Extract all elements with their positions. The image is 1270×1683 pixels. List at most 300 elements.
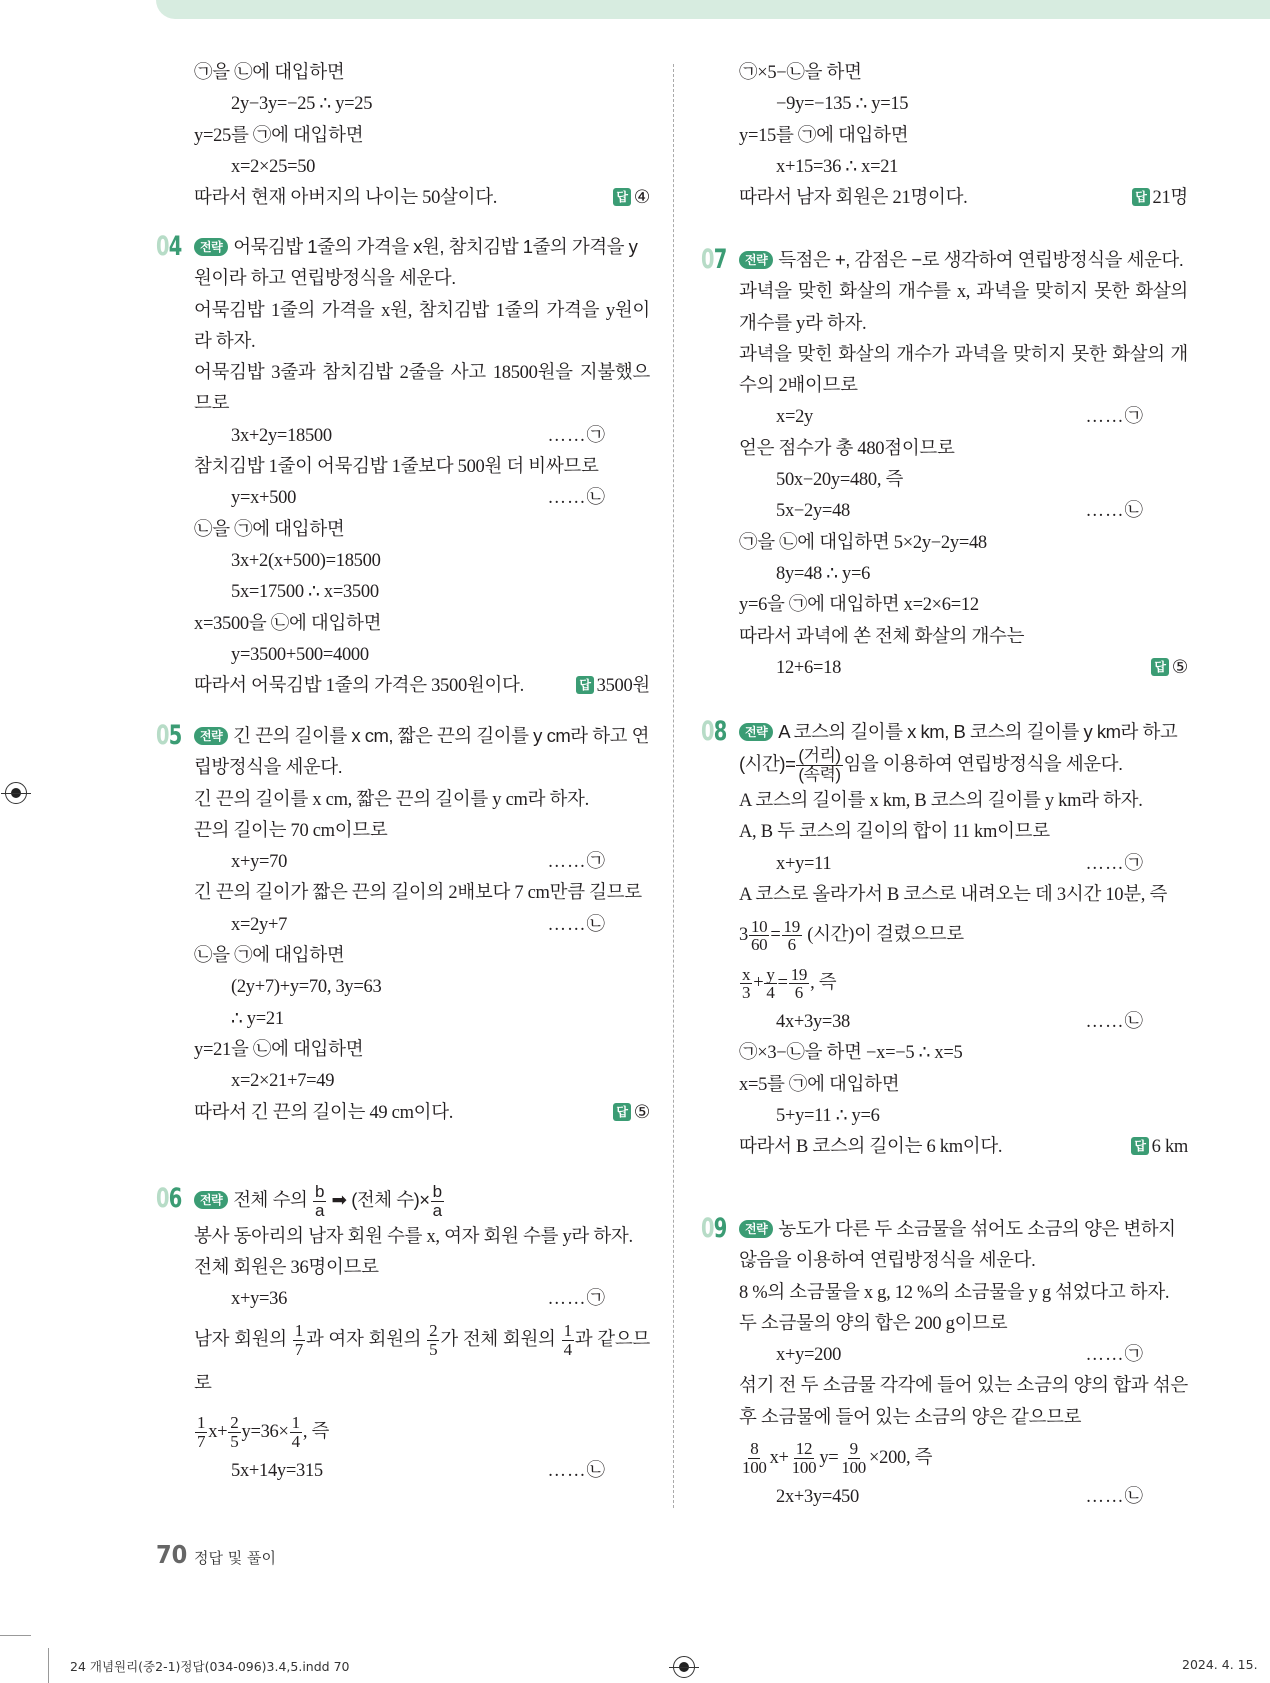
equation-marker: ㉠ [1124, 1345, 1144, 1366]
text-run: (2y+7)+y=70, 3y=63 [231, 977, 382, 998]
strategy-line [739, 1213, 1188, 1276]
denominator: 7 [294, 1339, 303, 1359]
text-line [739, 1132, 1188, 1163]
dots: …… [1085, 407, 1125, 428]
numerator: 1 [563, 1320, 572, 1340]
equation-label [1085, 1007, 1144, 1038]
strategy-line [194, 1183, 650, 1220]
text-line [739, 880, 1188, 911]
equation-line [194, 1408, 650, 1456]
numerator: 2 [429, 1320, 438, 1340]
solution-body [194, 231, 650, 702]
equation-label [1085, 402, 1144, 433]
problem-06 [156, 1183, 650, 1487]
text-run: 끈의 길이는 70 cm이므로 [194, 820, 388, 841]
text-run: y=x+500 [231, 488, 297, 509]
equation-marker: ㉠ [586, 425, 606, 446]
text-run: x+y=36 [231, 1289, 288, 1310]
text-run: 따라서 남자 회원은 21명이다. [739, 188, 968, 209]
strategy-line [739, 716, 1188, 784]
text-run: 긴 끈의 길이를 x cm, 짧은 끈의 길이를 y cm라 하자. [194, 789, 589, 810]
text-run: 과녁을 맞힌 화살의 개수가 과녁을 맞히지 못한 화살의 개수의 2배이므로 [739, 344, 1188, 397]
text-line [739, 434, 1188, 465]
denominator: a [432, 1200, 442, 1220]
text-line [739, 817, 1188, 848]
equation-label [547, 1456, 606, 1487]
dots: …… [547, 1460, 587, 1481]
strategy-badge: 전략 [194, 1191, 228, 1209]
equation-marker: ㉠ [1124, 407, 1144, 428]
equation-label [547, 483, 606, 514]
equation-line [194, 1456, 650, 1487]
text-run: 3x+2y=18500 [231, 425, 332, 446]
fraction [782, 918, 802, 955]
equation-line [739, 402, 1188, 433]
text-line [194, 1222, 650, 1253]
denominator: (속력) [798, 765, 841, 785]
text-run: 3x+2(x+500)=18500 [231, 550, 381, 571]
text-line [194, 452, 650, 483]
text-run: 가 전체 회원의 [440, 1329, 561, 1350]
equation-line [739, 559, 1188, 590]
numerator: 1 [291, 1412, 300, 1432]
text-line [739, 911, 1188, 959]
denominator: 6 [794, 983, 803, 1003]
numerator: 19 [790, 964, 808, 984]
numerator: 12 [795, 1439, 813, 1459]
fraction [839, 1440, 868, 1477]
problem-number-digit: 6 [168, 1183, 182, 1214]
equation-line [194, 972, 650, 1003]
equation-marker: ㉡ [1124, 501, 1144, 522]
denominator: 5 [429, 1339, 438, 1359]
text-run: 8y=48 ∴ y=6 [776, 563, 871, 584]
text-line [739, 340, 1188, 403]
text-run: ㉡을 ㉠에 대입하면 [194, 519, 345, 540]
strategy-badge: 전략 [739, 723, 773, 741]
problem-number [156, 720, 181, 751]
equation-label [547, 1284, 606, 1315]
text-line [194, 1098, 650, 1129]
text-run: = [770, 925, 781, 946]
text-run: ➡ (전체 수)× [326, 1189, 430, 1211]
denominator: 6 [787, 935, 796, 955]
text-run: 긴 끈의 길이가 짧은 끈의 길이의 2배보다 7 cm만큼 길므로 [194, 883, 642, 904]
slug-filename: 24 개념원리(중2-1)정답(034-096)3.4,5.indd 70 [70, 1659, 350, 1674]
solution-body [739, 244, 1188, 684]
equation-line [194, 640, 650, 671]
text-run: A 코스로 올라가서 B 코스로 내려오는 데 3시간 10분, 즉 [739, 884, 1168, 905]
numerator: 10 [750, 916, 768, 936]
fraction [290, 1414, 302, 1451]
fraction [749, 918, 769, 955]
problem-number-digit: 0 [156, 720, 169, 751]
equation-marker: ㉠ [586, 1289, 606, 1310]
crop-mark [0, 1635, 31, 1636]
denominator: 4 [291, 1431, 300, 1451]
equation-line [739, 1101, 1188, 1132]
problem-number-digit: 4 [168, 231, 182, 262]
footer-title: 정답 및 풀이 [194, 1549, 276, 1567]
denominator: a [314, 1200, 324, 1220]
text-line [194, 609, 650, 640]
text-line [739, 183, 1188, 214]
problem-09 [701, 1213, 1188, 1513]
equation-line [739, 1340, 1188, 1371]
solution-body [739, 716, 1188, 1164]
text-run: 따라서 B 코스의 길이는 6 km이다. [739, 1137, 1003, 1158]
text-line [194, 515, 650, 546]
denominator: 4 [766, 983, 775, 1003]
denominator: 4 [563, 1339, 572, 1359]
strategy-badge: 전략 [194, 727, 228, 745]
equation-marker: ㉡ [1124, 1012, 1144, 1033]
equation-line [739, 1482, 1188, 1513]
denominator: 100 [742, 1458, 767, 1478]
fraction [293, 1322, 305, 1359]
text-run: 따라서 과녁에 쏜 전체 화살의 개수는 [739, 626, 1025, 647]
text-run: 봉사 동아리의 남자 회원 수를 x, 여자 회원 수를 y라 하자. [194, 1226, 633, 1247]
text-run: 3 [739, 925, 748, 946]
text-run: y=21을 ㉡에 대입하면 [194, 1039, 364, 1060]
text-run: 과 같으므로 [194, 1329, 650, 1394]
dots: …… [547, 852, 587, 873]
text-line [194, 121, 650, 152]
denominator: 5 [230, 1431, 239, 1451]
text-run: A 코스의 길이를 x km, B 코스의 길이를 y km라 하자. [739, 790, 1143, 811]
numerator: 2 [230, 1412, 239, 1432]
text-line [194, 58, 650, 89]
text-run: y=36× [241, 1421, 289, 1442]
answer [1132, 183, 1188, 214]
dots: …… [547, 914, 587, 935]
text-run: 2x+3y=450 [776, 1487, 859, 1508]
solution-body [739, 58, 1188, 214]
answer-badge: 답 [576, 676, 593, 694]
text-line [194, 878, 650, 909]
denominator: 100 [841, 1458, 867, 1478]
problem-number-digit: 0 [701, 716, 714, 747]
dots: …… [547, 425, 587, 446]
text-run: 4x+3y=38 [776, 1012, 850, 1033]
problem-number-digit: 0 [701, 1213, 714, 1244]
equation-label [547, 421, 606, 452]
problem-number [701, 1213, 726, 1244]
denominator: 7 [197, 1431, 206, 1451]
text-line [739, 1371, 1188, 1434]
answer-value: ④ [633, 188, 650, 209]
dots: …… [1085, 853, 1125, 874]
text-run: 50x−20y=480, 즉 [776, 470, 904, 491]
text-run: ∴ y=21 [231, 1008, 284, 1029]
answer-badge: 답 [1151, 658, 1168, 676]
equation-label [1085, 849, 1144, 880]
text-run: x=3500을 ㉡에 대입하면 [194, 613, 382, 634]
column-divider [673, 64, 674, 1508]
problem-continuation [156, 58, 650, 214]
text-run: 8 %의 소금물을 x g, 12 %의 소금물을 y g 섞었다고 하자. [739, 1282, 1170, 1303]
text-run: 따라서 현재 아버지의 나이는 50살이다. [194, 188, 498, 209]
numerator: 19 [783, 916, 800, 936]
registration-mark-icon [5, 782, 27, 804]
text-run: 5x=17500 ∴ x=3500 [231, 582, 379, 603]
equation-line [739, 496, 1188, 527]
problem-05 [156, 720, 650, 1129]
solution-body [194, 720, 650, 1129]
text-run: −9y=−135 ∴ y=15 [776, 94, 909, 115]
text-line [739, 121, 1188, 152]
problem-number [156, 1183, 181, 1214]
text-run: x=2×21+7=49 [231, 1071, 335, 1092]
text-run: x+y=200 [776, 1345, 842, 1366]
answer-badge: 답 [1131, 1137, 1148, 1155]
solution-body [194, 1183, 650, 1487]
text-run: 농도가 다른 두 소금물을 섞어도 소금의 양은 변하지 않음을 이용하여 연립방정식을 세운다. [739, 1218, 1176, 1271]
numerator: 1 [294, 1320, 303, 1340]
text-line [739, 1278, 1188, 1309]
strategy-badge: 전략 [194, 238, 228, 256]
strategy-line [194, 720, 650, 783]
text-run: x=2y [776, 407, 813, 428]
dots: …… [547, 488, 587, 509]
text-run: 5x−2y=48 [776, 501, 850, 522]
text-run: , 즉 [810, 973, 837, 994]
text-run: A 코스의 길이를 x km, B 코스의 길이를 y km라 하고 (시간)= [739, 721, 1178, 775]
text-line [194, 1253, 650, 1284]
text-run: 과녁을 맞힌 화살의 개수를 x, 과녁을 맞히지 못한 화살의 개수를 y라 하자. [739, 282, 1188, 334]
equation-label [1085, 1340, 1144, 1371]
answer-value: ⑤ [633, 1102, 650, 1123]
text-run: (시간)이 걸렸으므로 [802, 925, 964, 946]
answer-badge: 답 [613, 188, 630, 206]
solution-body [739, 1213, 1188, 1513]
fraction [228, 1414, 240, 1451]
text-run: ㉠을 ㉡에 대입하면 [194, 63, 345, 83]
text-run: 섞기 전 두 소금물 각각에 들어 있는 소금의 양의 합과 섞은 후 소금물에 들어 있는 소금의 양은 같으므로 [739, 1376, 1188, 1428]
equation-line [194, 546, 650, 577]
problem-number-digit: 0 [701, 244, 714, 275]
text-line [194, 183, 650, 214]
dots: …… [1085, 1012, 1125, 1033]
equation-marker: ㉠ [1124, 853, 1144, 874]
text-run: ×200, 즉 [869, 1448, 933, 1469]
problem-number-digit: 5 [168, 720, 182, 751]
equation-line [194, 89, 650, 120]
text-run: y=6을 ㉠에 대입하면 x=2×6=12 [739, 595, 979, 616]
strategy-badge: 전략 [739, 1220, 773, 1238]
problem-number-digit: 0 [156, 231, 169, 262]
equation-line [739, 152, 1188, 183]
text-run: ㉠을 ㉡에 대입하면 5×2y−2y=48 [739, 532, 987, 553]
text-line [194, 1316, 650, 1408]
numerator: y [766, 964, 775, 984]
text-run: ㉡을 ㉠에 대입하면 [194, 946, 345, 967]
problem-number [156, 231, 181, 262]
answer-badge: 답 [1132, 188, 1149, 206]
answer [1131, 1132, 1188, 1163]
text-run: 임을 이용하여 연립방정식을 세운다. [843, 753, 1123, 775]
dots: …… [1085, 501, 1125, 522]
text-run: x+15=36 ∴ x=21 [776, 156, 899, 177]
text-run: A, B 두 코스의 길이의 합이 11 km이므로 [739, 822, 1050, 843]
slug-date: 2024. 4. 15. [1182, 1657, 1258, 1672]
numerator: b [314, 1182, 324, 1201]
equation-line [739, 1007, 1188, 1038]
equation-line [194, 152, 650, 183]
equation-marker: ㉡ [586, 1460, 606, 1481]
equation-line [739, 849, 1188, 880]
numerator: 8 [750, 1439, 759, 1459]
equation-line [739, 959, 1188, 1007]
dots: …… [547, 1289, 587, 1310]
solution-body [194, 58, 650, 214]
fraction [789, 966, 809, 1003]
text-run: x+y=70 [231, 852, 288, 873]
equation-marker: ㉡ [586, 488, 606, 509]
text-run: 어묵김밥 1줄의 가격을 x원, 참치김밥 1줄의 가격을 y원이라 하자. [194, 300, 650, 352]
text-line [194, 816, 650, 847]
equation-line [194, 847, 650, 878]
equation-line [194, 577, 650, 608]
text-run: y=25를 ㉠에 대입하면 [194, 125, 364, 146]
fraction [740, 966, 752, 1003]
text-run: 2y−3y=−25 ∴ y=25 [231, 94, 373, 115]
denominator: 60 [750, 935, 768, 955]
problem-number [701, 716, 726, 747]
text-run: 과 여자 회원의 [305, 1329, 427, 1350]
numerator: 1 [197, 1412, 206, 1432]
text-run: ㉠×3−㉡을 하면 −x=−5 ∴ x=5 [739, 1043, 963, 1064]
text-line [739, 1070, 1188, 1101]
problem-number-digit: 8 [713, 716, 727, 747]
fraction [313, 1183, 326, 1220]
equation-line [739, 653, 1188, 684]
equation-label [1085, 1482, 1144, 1513]
equation-line [194, 421, 650, 452]
fraction [195, 1414, 207, 1451]
equation-line [194, 910, 650, 941]
text-run: x+ [769, 1448, 789, 1469]
answer-value: 3500원 [596, 676, 650, 697]
text-line [739, 590, 1188, 621]
fraction [431, 1183, 444, 1220]
equation-line [194, 1284, 650, 1315]
text-run: 전체 수의 [233, 1189, 312, 1211]
registration-mark-icon [673, 1656, 695, 1678]
strategy-badge: 전략 [739, 251, 773, 269]
problem-continuation [701, 58, 1188, 214]
numerator: x [742, 964, 751, 984]
text-line [194, 358, 650, 421]
strategy-line [194, 231, 650, 294]
equation-label [547, 910, 606, 941]
problem-number-digit: 0 [156, 1183, 169, 1214]
numerator: b [432, 1182, 442, 1201]
equation-line [739, 1434, 1188, 1482]
fraction [562, 1322, 574, 1359]
text-run: x=5를 ㉠에 대입하면 [739, 1074, 900, 1095]
text-run: x=2×25=50 [231, 156, 316, 177]
text-run: 득점은 +, 감점은 −로 생각하여 연립방정식을 세운다. [778, 249, 1184, 270]
problem-number-digit: 9 [713, 1213, 727, 1244]
text-run: 남자 회원의 [194, 1329, 292, 1350]
text-run: = [777, 973, 788, 994]
text-run: + [753, 973, 764, 994]
answer [576, 671, 650, 702]
text-line [739, 528, 1188, 559]
text-line [194, 296, 650, 359]
answer-value: ⑤ [1171, 657, 1188, 678]
equation-label [547, 847, 606, 878]
answer-value: 21명 [1152, 188, 1188, 209]
fraction [764, 966, 776, 1003]
equation-marker: ㉡ [1124, 1487, 1144, 1508]
page-number: 70 [156, 1540, 188, 1569]
equation-line [194, 1004, 650, 1035]
text-run: x=2y+7 [231, 914, 288, 935]
equation-marker: ㉡ [586, 914, 606, 935]
fraction [790, 1440, 819, 1477]
text-run: y= [819, 1448, 839, 1469]
dots: …… [1085, 1487, 1125, 1508]
text-run: 전체 회원은 36명이므로 [194, 1257, 379, 1278]
answer [1151, 653, 1188, 684]
dots: …… [1085, 1345, 1125, 1366]
text-run: 두 소금물의 양의 합은 200 g이므로 [739, 1313, 1008, 1334]
text-run: 따라서 긴 끈의 길이는 49 cm이다. [194, 1102, 454, 1123]
text-run: 긴 끈의 길이를 x cm, 짧은 끈의 길이를 y cm라 하고 연립방정식을 세운다. [194, 725, 649, 778]
text-line [194, 785, 650, 816]
equation-line [739, 465, 1188, 496]
top-color-band [156, 0, 1270, 19]
problem-number [701, 244, 726, 275]
text-line [739, 1309, 1188, 1340]
denominator: 100 [791, 1458, 817, 1478]
text-run: 5x+14y=315 [231, 1460, 323, 1481]
text-run: 어묵김밥 3줄과 참치김밥 2줄을 사고 18500원을 지불했으므로 [194, 363, 650, 415]
numerator: 9 [849, 1439, 858, 1459]
denominator: 3 [742, 983, 751, 1003]
numerator: (거리) [798, 746, 841, 766]
text-run: x+ [208, 1421, 228, 1442]
text-line [194, 941, 650, 972]
problem-04 [156, 231, 650, 702]
problem-number-digit: 7 [713, 244, 727, 275]
fraction [740, 1440, 769, 1477]
text-run: , 즉 [302, 1421, 330, 1442]
text-run: 얻은 점수가 총 480점이므로 [739, 438, 955, 459]
equation-marker: ㉠ [586, 852, 606, 873]
equation-line [194, 483, 650, 514]
text-line [194, 1035, 650, 1066]
answer-badge: 답 [613, 1103, 630, 1121]
text-run: y=15를 ㉠에 대입하면 [739, 125, 909, 146]
equation-line [739, 89, 1188, 120]
text-run: 참치김밥 1줄이 어묵김밥 1줄보다 500원 더 비싸므로 [194, 457, 599, 478]
fraction [427, 1322, 439, 1359]
text-line [739, 58, 1188, 89]
strategy-line [739, 244, 1188, 275]
text-run: 따라서 어묵김밥 1줄의 가격은 3500원이다. [194, 676, 524, 697]
text-run: y=3500+500=4000 [231, 644, 369, 665]
problem-07 [701, 244, 1188, 684]
text-line [739, 277, 1188, 340]
text-line [194, 671, 650, 702]
text-run: 12+6=18 [776, 657, 842, 678]
text-run: x+y=11 [776, 853, 832, 874]
fraction [796, 747, 842, 784]
answer-value: 6 km [1151, 1137, 1188, 1158]
